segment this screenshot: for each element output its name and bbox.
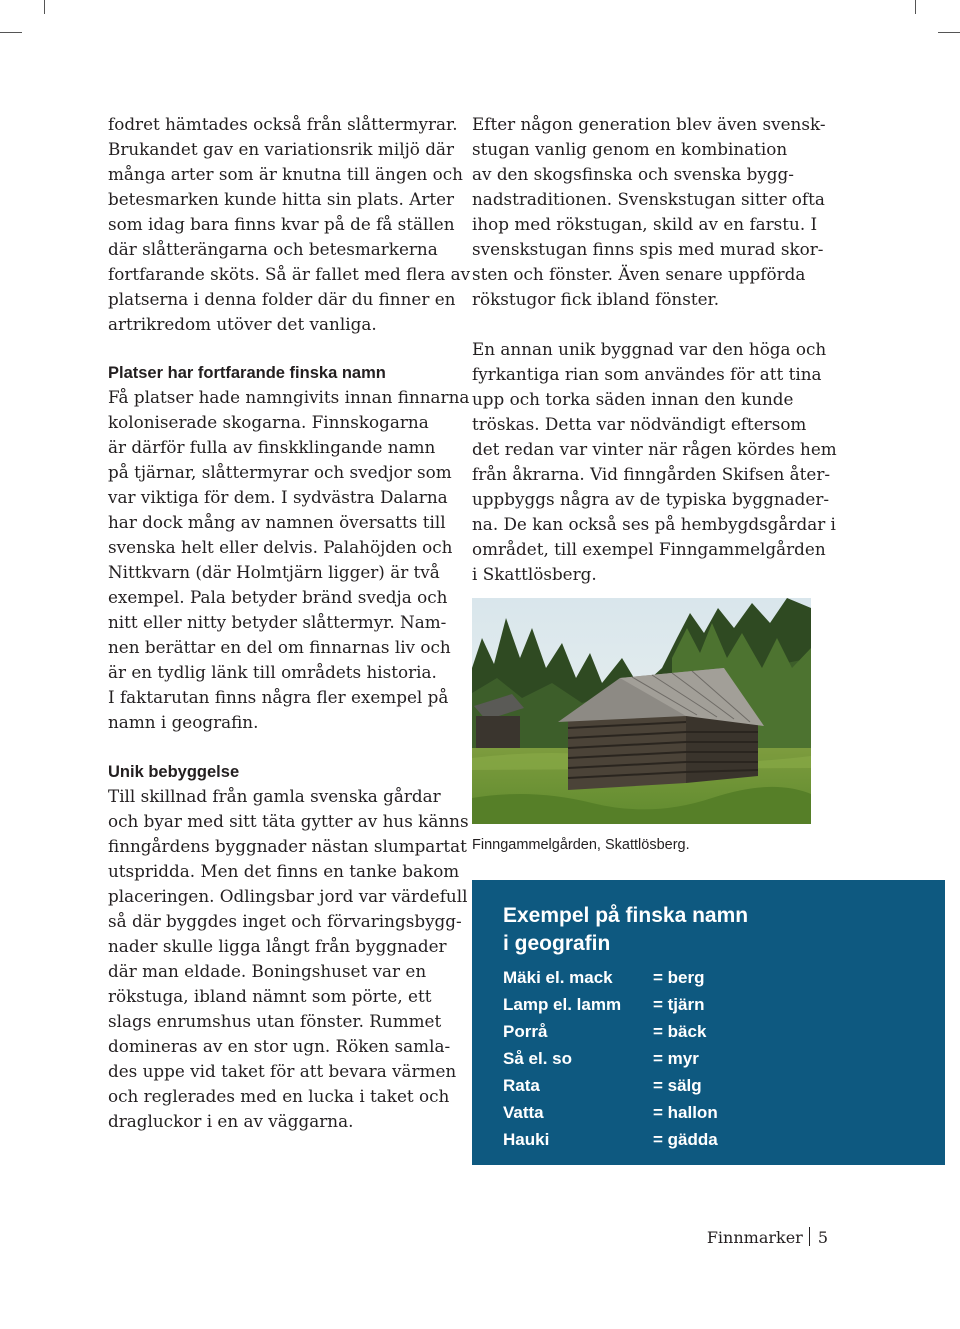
svenskstuga-paragraph: Efter någon generation blev även svensk- stugan vanlig genom en kombination av den skogsfinska och svenska bygg- nadstraditionen. Svenskstugan sitter ofta ihop med rökstugan, skild av en farstu. I svenskstugan finns spis med murad skor- sten och fönster. Även senare uppförda rökstugor fick ibland fönster. (472, 114, 826, 309)
name-row: Lamp el. lamm = tjärn (503, 995, 705, 1014)
page-number: 5 (817, 1228, 828, 1247)
publication-name: Finnmarker (706, 1228, 803, 1247)
left-column-bottom (108, 760, 469, 1134)
fact-box (472, 880, 945, 1165)
name-row: Hauki = gädda (503, 1130, 718, 1149)
place-names-paragraph: Få platser hade namngivits innan finnarna koloniserade skogarna. Finnskogarna är därför fulla av finskklingande namn på tjärnar, slåttermyrar och svedjor som var viktiga för dem. I sydvästra Dalarna har dock mång av namnen översatts till svenska helt eller delvis. Palahöjden och Nittkvarn (där Holmtjärn ligger) är två exempel. Pala betyder bränd svedja och nitt eller nitty betyder slåttermyr. Nam- nen berättar en del om finnarnas liv och är en tydlig länk till områdets historia. I faktarutan finns några fler exempel på namn i geografin. (108, 387, 470, 732)
name-row: Mäki el. mack = berg (503, 968, 705, 987)
buildings-paragraph: Till skillnad från gamla svenska gårdar och byar med sitt täta gytter av hus känns finngårdens byggnader nästan slumpartat utspridda. Men det finns en tanke bakom placeringen. Odlingsbar jord var värdefull så där byggdes inget och förvaringsbygg- nader skulle ligga långt från byggnader där man eldade. Boningshuset var en rökstuga, ibland nämnt som pörte, ett slags enrumshus utan fönster. Rummet domineras av en stor ugn. Röken samla- des uppe vid taket för att bevara värmen och reglerades med en lucka i taket och dragluckor i en av väggarna. (108, 786, 469, 1131)
intro-paragraph: fodret hämtades också från slåttermyrar. Brukandet gav en variationsrik miljö där många arter som är knutna till ängen och betesmarken kunde hitta sin plats. Arter som idag bara finns kvar på de få ställen där slåtterängarna och betesmarkerna fortfarande sköts. Så är fallet med flera av platserna i denna folder där du finner en artrikredom utöver det vanliga. (108, 114, 471, 334)
crop-mark (938, 32, 960, 33)
footer-divider (809, 1227, 810, 1246)
right-column (472, 112, 837, 587)
crop-mark (0, 32, 22, 33)
fact-box-title: Exempel på finska namn i geografin (503, 904, 749, 955)
name-list (503, 964, 718, 1153)
name-row: Porrå = bäck (503, 1022, 707, 1041)
photo-caption: Finngammelgården, Skattlösberg. (472, 837, 690, 853)
name-row: Vatta = hallon (503, 1103, 718, 1122)
page-footer (707, 1227, 828, 1247)
left-column-top (108, 112, 471, 735)
name-row: Rata = sälg (503, 1076, 702, 1095)
log-cabin-photo (472, 598, 811, 824)
ria-paragraph: En annan unik byggnad var den höga och fyrkantiga rian som användes för att tina upp och torka säden innan den kunde tröskas. Detta var nödvändigt eftersom det redan var vinter när rågen kördes hem från åkrarna. Vid finngården Skifsen åter- uppbyggs några av de typiska byggnader- na. De kan också ses på hembygdsgårdar i området, till exempel Finngammelgården i Skattlösberg. (472, 339, 837, 584)
name-row: Så el. so = myr (503, 1049, 699, 1068)
section-heading-buildings: Unik bebyggelse (108, 763, 240, 781)
crop-mark (30, 0, 45, 14)
crop-mark (915, 0, 930, 14)
section-heading-place-names: Platser har fortfarande finska namn (108, 364, 386, 382)
